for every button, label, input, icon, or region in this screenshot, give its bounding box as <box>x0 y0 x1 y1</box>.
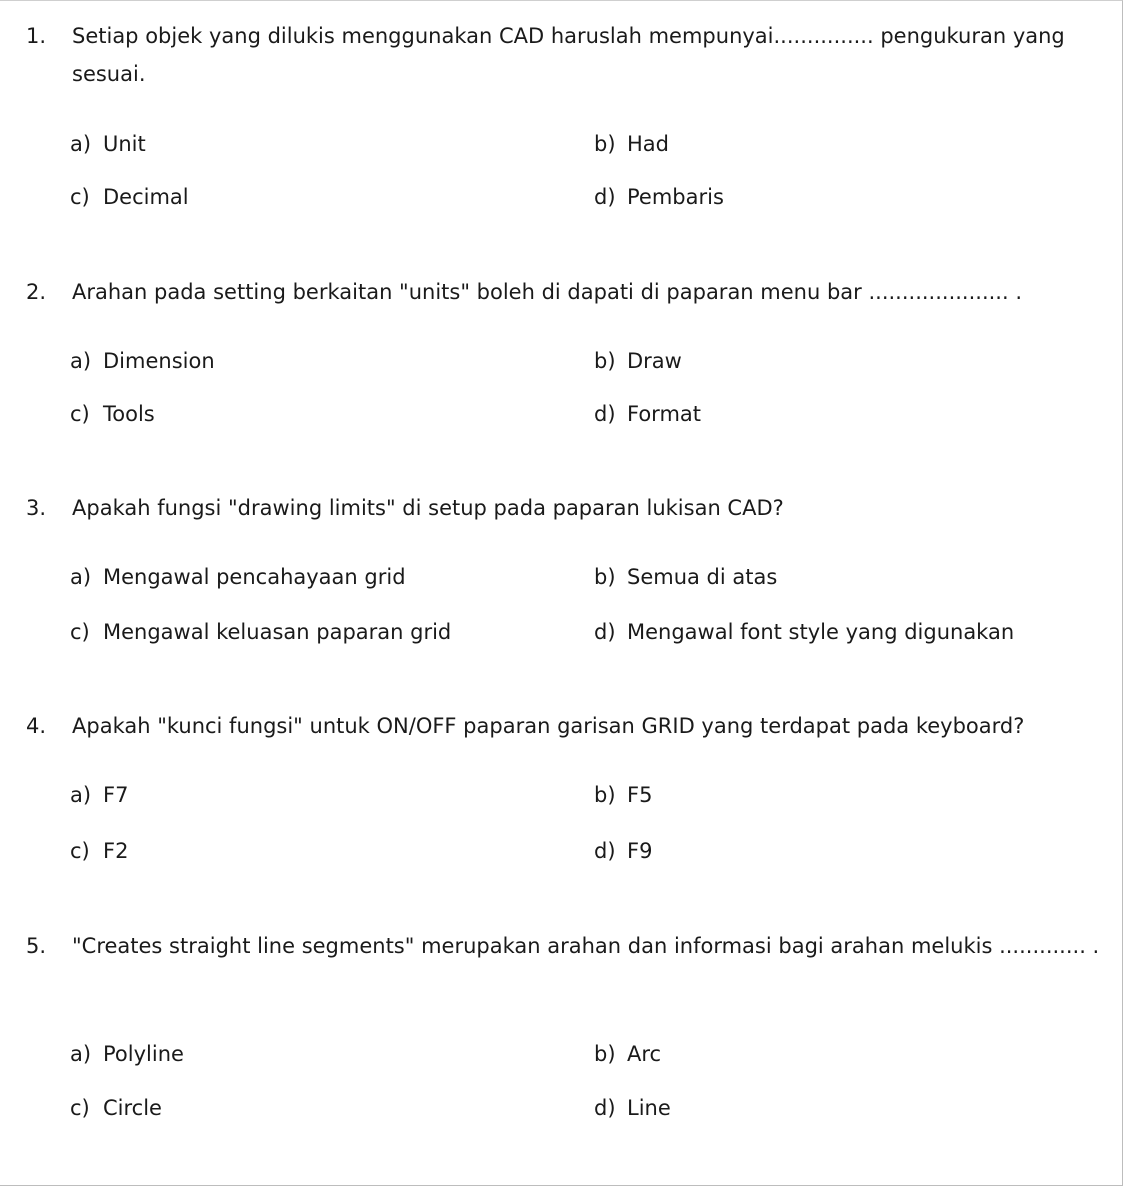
option-letter: d) <box>594 402 616 426</box>
option-text: Unit <box>103 132 146 156</box>
option-letter: b) <box>594 132 616 156</box>
option-text: F2 <box>103 839 129 863</box>
option-c[interactable] <box>70 400 155 428</box>
option-letter: d) <box>594 620 616 644</box>
option-letter: b) <box>594 349 616 373</box>
option-c[interactable] <box>70 183 189 211</box>
option-d[interactable] <box>594 618 1014 646</box>
option-c[interactable] <box>70 837 128 865</box>
option-b[interactable] <box>594 563 777 591</box>
option-text: F9 <box>627 839 653 863</box>
option-letter: a) <box>70 349 92 373</box>
option-a[interactable] <box>70 781 128 809</box>
question-stem <box>26 707 1111 745</box>
option-c[interactable] <box>70 618 451 646</box>
option-b[interactable] <box>594 1040 661 1068</box>
option-text: Semua di atas <box>627 565 778 589</box>
option-text: Tools <box>103 402 155 426</box>
option-letter: c) <box>70 402 90 426</box>
option-letter: d) <box>594 839 616 863</box>
option-letter: b) <box>594 783 616 807</box>
option-a[interactable] <box>70 130 146 158</box>
option-b[interactable] <box>594 347 682 375</box>
question-number: 1. <box>26 24 47 48</box>
option-text: Draw <box>627 349 682 373</box>
option-a[interactable] <box>70 1040 184 1068</box>
question-number: 2. <box>26 280 47 304</box>
option-b[interactable] <box>594 130 669 158</box>
option-letter: d) <box>594 1096 616 1120</box>
question-stem <box>26 17 1111 93</box>
option-text: F7 <box>103 783 129 807</box>
option-letter: c) <box>70 839 90 863</box>
option-d[interactable] <box>594 183 724 211</box>
option-text: Polyline <box>103 1042 184 1066</box>
option-text: Circle <box>103 1096 162 1120</box>
option-text: Had <box>627 132 669 156</box>
option-a[interactable] <box>70 563 406 591</box>
option-b[interactable] <box>594 781 652 809</box>
option-d[interactable] <box>594 837 652 865</box>
option-letter: a) <box>70 132 92 156</box>
option-text: Mengawal pencahayaan grid <box>103 565 406 589</box>
option-text: F5 <box>627 783 653 807</box>
question-text: Apakah "kunci fungsi" untuk ON/OFF paparan garisan GRID yang terdapat pada keyboard? <box>72 714 1025 738</box>
option-d[interactable] <box>594 400 701 428</box>
question-stem <box>26 489 1111 527</box>
question-text: Apakah fungsi "drawing limits" di setup pada paparan lukisan CAD? <box>72 496 784 520</box>
option-letter: c) <box>70 1096 90 1120</box>
option-letter: a) <box>70 783 92 807</box>
option-text: Decimal <box>103 185 189 209</box>
option-letter: b) <box>594 565 616 589</box>
question-number: 4. <box>26 714 47 738</box>
question-number: 5. <box>26 934 47 958</box>
question-stem <box>26 927 1111 965</box>
option-letter: d) <box>594 185 616 209</box>
question-stem <box>26 273 1111 311</box>
option-text: Pembaris <box>627 185 724 209</box>
question-text: Setiap objek yang dilukis menggunakan CAD haruslah mempunyai............... pengukuran yang sesuai. <box>72 24 1065 86</box>
option-a[interactable] <box>70 347 215 375</box>
question-text: "Creates straight line segments" merupakan arahan dan informasi bagi arahan melukis ............. . <box>72 934 1100 958</box>
question-text: Arahan pada setting berkaitan "units" boleh di dapati di paparan menu bar ..................... . <box>72 280 1023 304</box>
option-letter: b) <box>594 1042 616 1066</box>
option-text: Format <box>627 402 702 426</box>
option-d[interactable] <box>594 1094 671 1122</box>
question-number: 3. <box>26 496 47 520</box>
option-letter: a) <box>70 1042 92 1066</box>
option-c[interactable] <box>70 1094 162 1122</box>
option-text: Mengawal font style yang digunakan <box>627 620 1015 644</box>
option-letter: c) <box>70 620 90 644</box>
option-text: Dimension <box>103 349 215 373</box>
option-letter: a) <box>70 565 92 589</box>
option-letter: c) <box>70 185 90 209</box>
option-text: Line <box>627 1096 671 1120</box>
option-text: Arc <box>627 1042 662 1066</box>
option-text: Mengawal keluasan paparan grid <box>103 620 452 644</box>
